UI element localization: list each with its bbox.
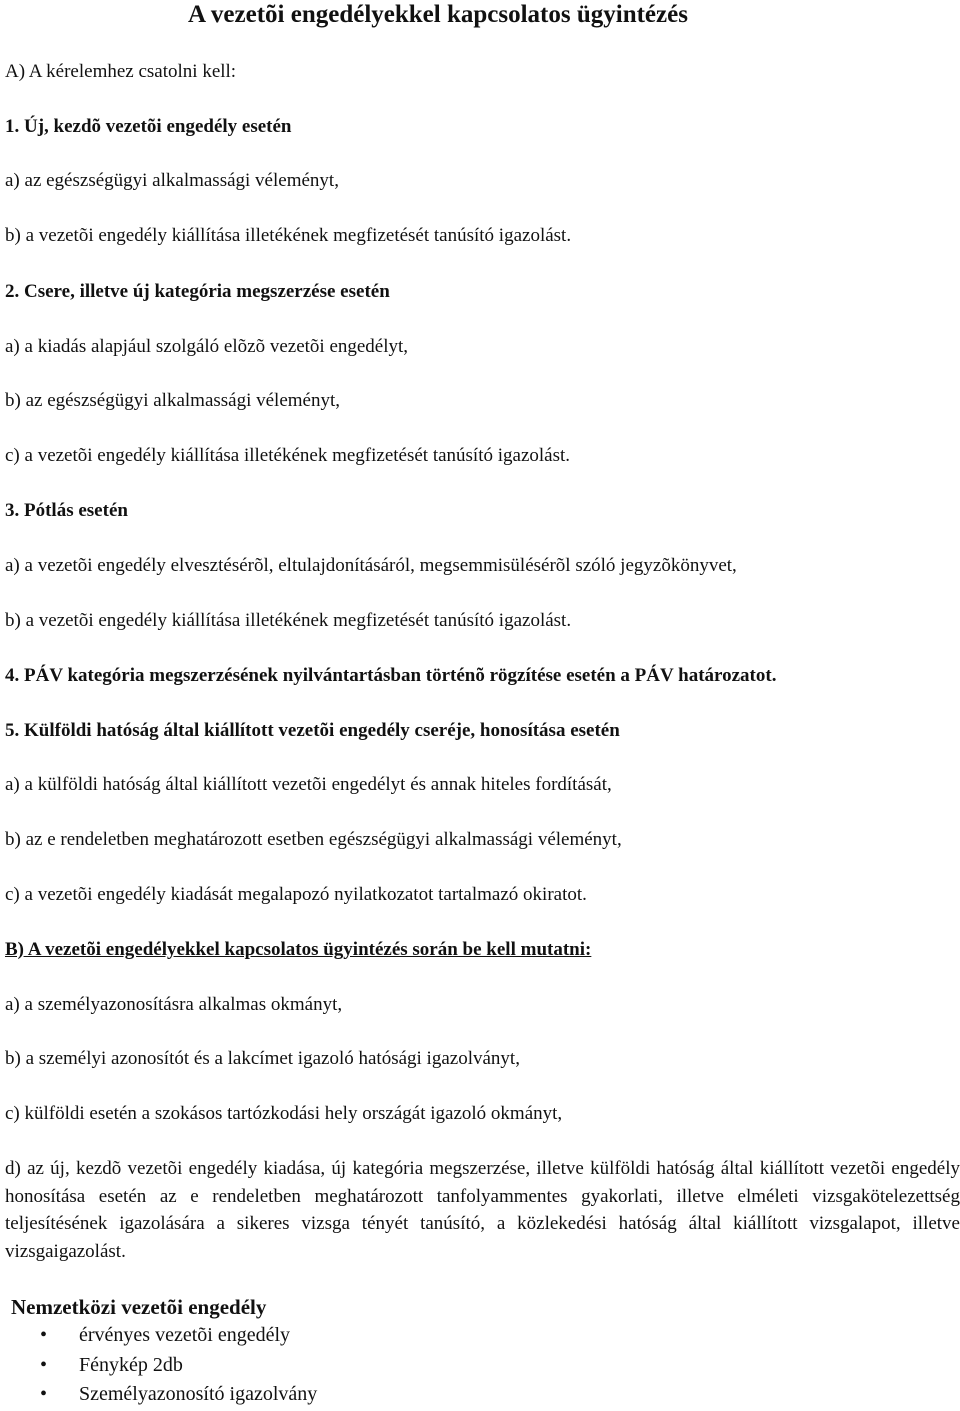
section-a-heading: A) A kérelemhez csatolni kell: <box>5 61 237 82</box>
item5-heading: 5. Külföldi hatóság által kiállított vezetõi engedély cseréje, honosítása esetén <box>5 720 620 741</box>
item5-a: a) a külföldi hatóság által kiállított vezetõi engedélyt és annak hiteles fordítását, <box>5 774 612 795</box>
b-item-c: c) külföldi esetén a szokásos tartózkodási hely országát igazoló okmányt, <box>5 1103 563 1124</box>
bullet-icon: • <box>40 1383 48 1405</box>
item5-b: b) az e rendeletben meghatározott esetben egészségügyi alkalmassági véleményt, <box>5 829 622 850</box>
list-item-label: érvényes vezetõi engedély <box>79 1324 291 1346</box>
list-item-label: Fénykép 2db <box>79 1353 183 1376</box>
b-item-a: a) a személyazonosításra alkalmas okmányt, <box>5 994 343 1015</box>
b-item-b: b) a személyi azonosítót és a lakcímet igazoló hatósági igazolványt, <box>5 1048 520 1069</box>
bullet-icon: • <box>40 1353 48 1376</box>
bullet-icon: • <box>40 1324 48 1346</box>
item2-b: b) az egészségügyi alkalmassági véleményt, <box>5 390 341 411</box>
item1-heading: 1. Új, kezdõ vezetõi engedély esetén <box>5 116 292 137</box>
b-item-d: d) az új, kezdõ vezetõi engedély kiadása, új kategória megszerzése, illetve külföldi hatóság által kiállított vezetõi engedély honosítása esetén az e rendeletben meghatározott tanfolyammentes gyakorlati, illetve elméleti vizsgakötelezettség teljesítésének igazolására a sikeres vizsga tényét tanúsító, a közlekedési hatóság által kiállított vizsgalapot, illetve vizsgaigazolást. <box>5 1158 960 1262</box>
item3-a: a) a vezetõi engedély elvesztésérõl, eltulajdonításáról, megsemmisülésérõl szóló jegyzõkönyvet, <box>5 555 737 576</box>
item1-b: b) a vezetõi engedély kiállítása illetékének megfizetését tanúsító igazolást. <box>5 225 572 246</box>
section-b-heading: B) A vezetõi engedélyekkel kapcsolatos ügyintézés során be kell mutatni: <box>5 939 592 960</box>
intl-license-heading: Nemzetközi vezetõi engedély <box>11 1295 267 1319</box>
item3-b: b) a vezetõi engedély kiállítása illetékének megfizetését tanúsító igazolást. <box>5 610 572 631</box>
item5-c: c) a vezetõi engedély kiadását megalapozó nyilatkozatot tartalmazó okiratot. <box>5 884 587 905</box>
item2-heading: 2. Csere, illetve új kategória megszerzése esetén <box>5 281 390 302</box>
item4-heading: 4. PÁV kategória megszerzésének nyilvántartásban történõ rögzítése esetén a PÁV határozatot. <box>5 665 777 686</box>
item2-a: a) a kiadás alapjául szolgáló elõzõ vezetõi engedélyt, <box>5 336 409 357</box>
list-item-label: Személyazonosító igazolvány <box>79 1383 318 1405</box>
item1-a: a) az egészségügyi alkalmassági véleményt, <box>5 170 339 191</box>
document-title: A vezetõi engedélyekkel kapcsolatos ügyintézés <box>188 1 688 28</box>
item3-heading: 3. Pótlás esetén <box>5 500 128 521</box>
item2-c: c) a vezetõi engedély kiállítása illetékének megfizetését tanúsító igazolást. <box>5 445 571 466</box>
